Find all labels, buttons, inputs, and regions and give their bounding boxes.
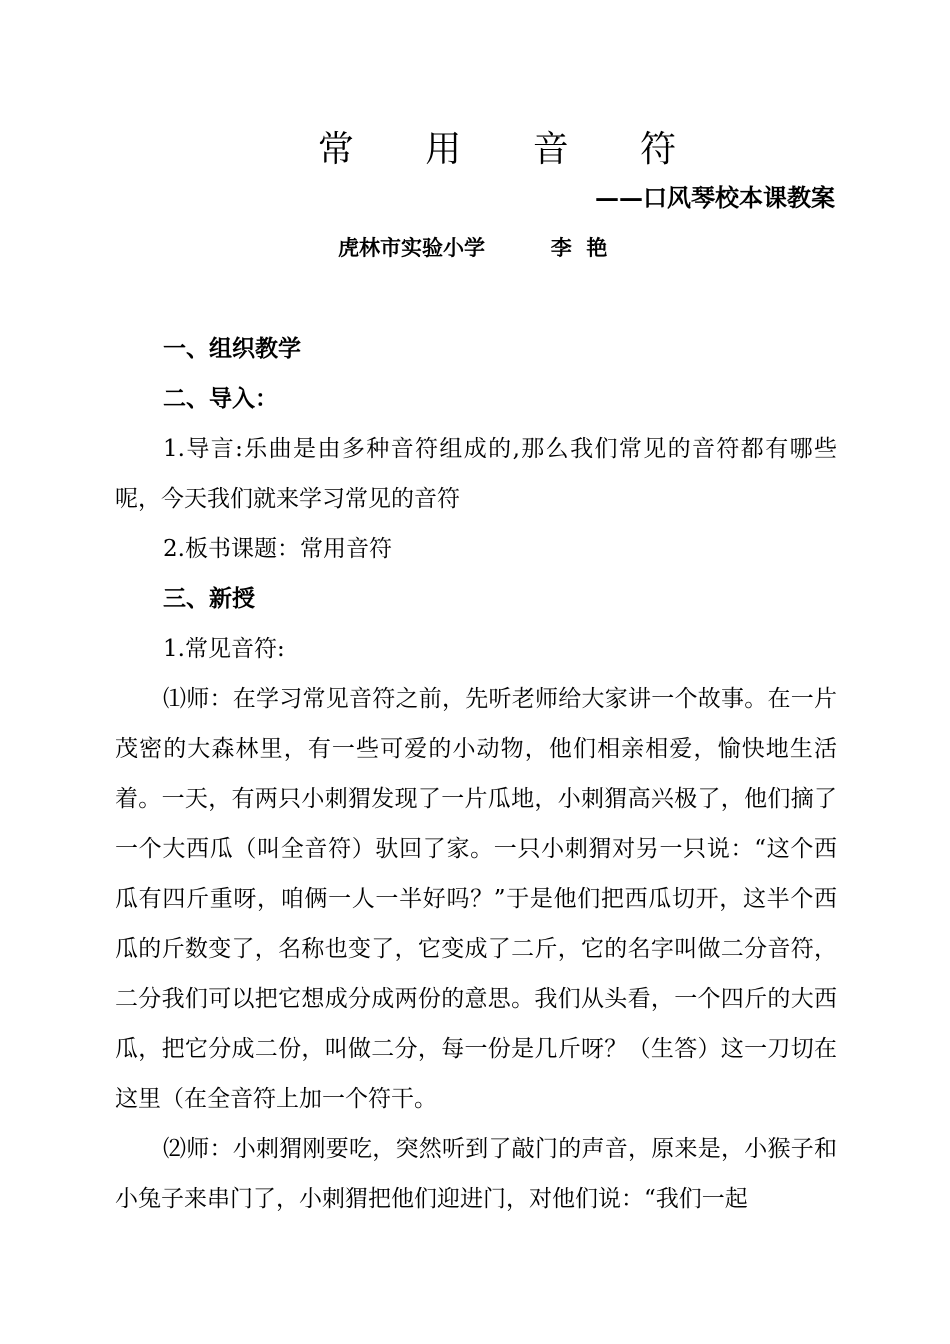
paragraph-story-1: ⑴师：在学习常见音符之前，先听老师给大家讲一个故事。在一片茂密的大森林里，有一些可爱的小动物，他们相亲相爱，愉快地生活着。一天，有两只小刺猬发现了一片瓜地，小刺猬高兴极了，他们摘了一个大西瓜（叫全音符）驮回了家。一只小刺猬对另一只说：“这个西瓜有四斤重呀，咱俩一人一半好吗？”于是他们把西瓜切开，这半个西瓜的斤数变了，名称也变了，它变成了二斤，它的名字叫做二分音符，二分我们可以把它想成分成两份的意思。我们从头看，一个四斤的大西瓜，把它分成二份，叫做二分，每一份是几斤呀？（生答）这一刀切在这里（在全音符上加一个符干。 — [115, 686, 837, 1112]
section-heading-intro: 二、导入： — [163, 385, 278, 412]
document-title: 常 用 音 符 — [317, 129, 707, 170]
paragraph-intro-1: 1.导言:乐曲是由多种音符组成的,那么我们常见的音符都有哪些呢，今天我们就来学习常见的音符 — [115, 436, 837, 512]
document-subtitle: ——口风琴校本课教案 — [595, 183, 835, 212]
section-heading-organize: 一、组织教学 — [163, 335, 301, 362]
paragraph-common-notes: 1.常见音符: — [163, 636, 285, 662]
document-body — [115, 324, 837, 1224]
paragraph-story-2: ⑵师：小刺猬刚要吃，突然听到了敲门的声音，原来是，小猴子和小兔子来串门了，小刺猬把他们迎进门，对他们说：“我们一起 — [115, 1136, 837, 1212]
section-heading-new-lesson: 三、新授 — [163, 585, 255, 612]
paragraph-intro-2: 2.板书课题：常用音符 — [163, 536, 392, 562]
author-line: 虎林市实验小学 李 艳 — [338, 235, 608, 260]
